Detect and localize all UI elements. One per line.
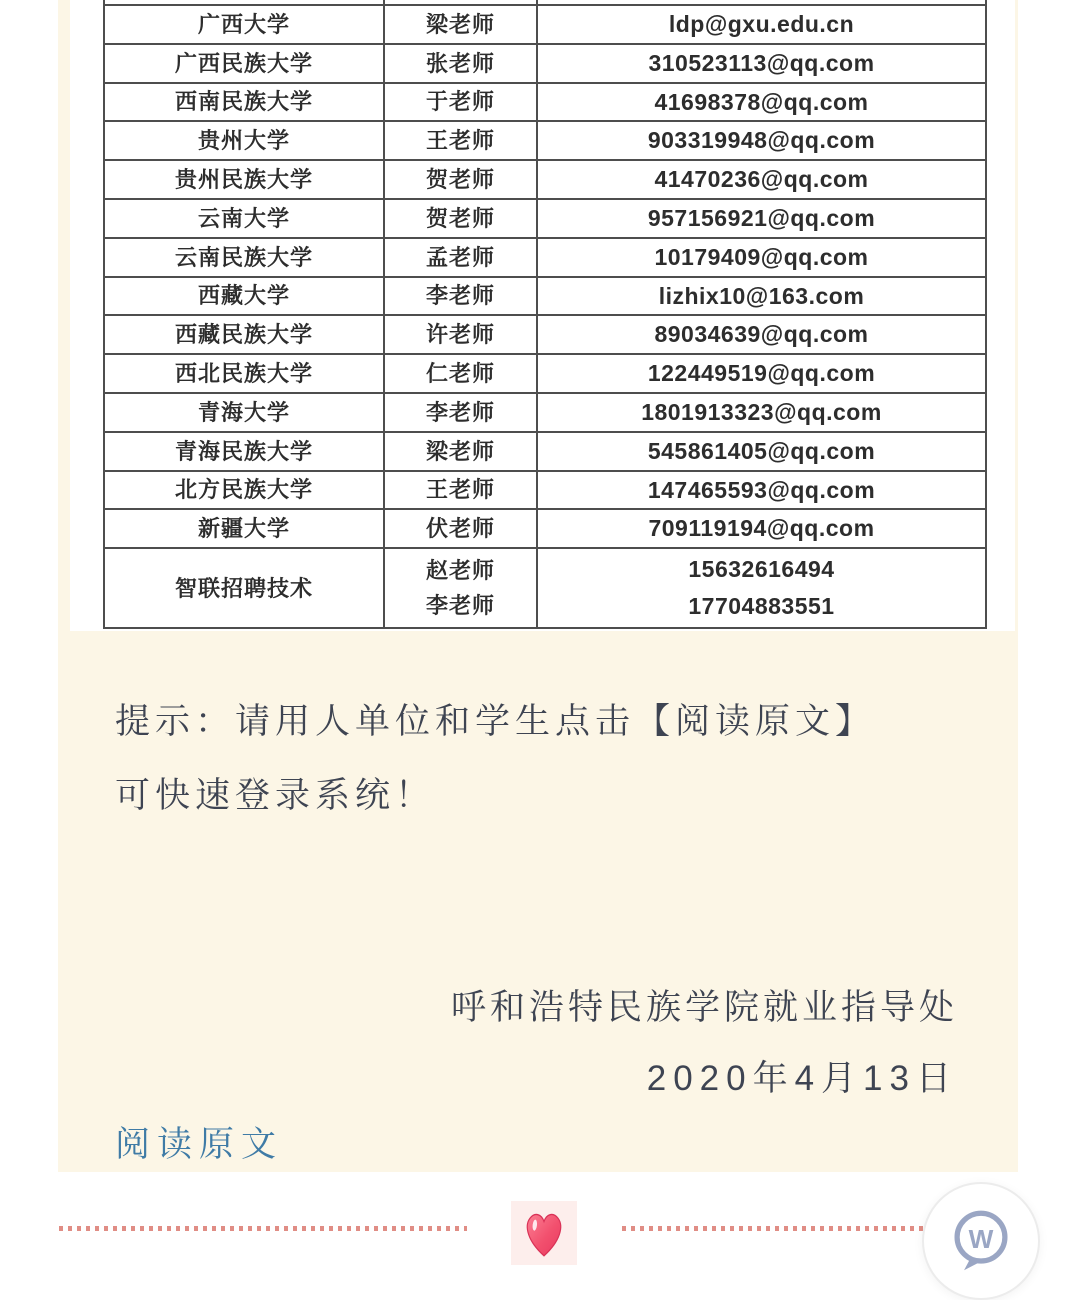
cell-contact: 903319948@qq.com (537, 121, 986, 160)
cell-teacher: 梁老师 (384, 432, 537, 471)
divider-dash-left (59, 1226, 467, 1231)
cell-university: 青海大学 (104, 393, 384, 432)
cell-contact: ldp@gxu.edu.cn (537, 5, 986, 44)
heart-emoji-icon (511, 1201, 577, 1265)
divider-dash-right (622, 1226, 926, 1231)
table-row (104, 471, 986, 510)
cell-teacher: 王老师 (384, 471, 537, 510)
table-row (104, 277, 986, 316)
table-row (104, 393, 986, 432)
cell-teacher: 王老师 (384, 121, 537, 160)
cell-university: 西北民族大学 (104, 354, 384, 393)
cell-teacher: 赵老师 李老师 (384, 548, 537, 628)
cell-teacher: 李老师 (384, 393, 537, 432)
cell-university: 北方民族大学 (104, 471, 384, 510)
cell-university: 云南民族大学 (104, 238, 384, 277)
read-original-link[interactable]: 阅读原文 (115, 1125, 284, 1164)
cell-university: 西藏民族大学 (104, 315, 384, 354)
table-row (104, 83, 986, 122)
table-row (104, 315, 986, 354)
cell-university: 西藏大学 (104, 277, 384, 316)
contact-table-body (104, 0, 986, 628)
table-row (104, 5, 986, 44)
cell-university: 西南民族大学 (104, 83, 384, 122)
cell-university: 青海民族大学 (104, 432, 384, 471)
cell-university: 新疆大学 (104, 509, 384, 548)
cell-contact: lizhix10@163.com (537, 277, 986, 316)
cell-university: 广西民族大学 (104, 44, 384, 83)
svg-text:W: W (968, 1223, 994, 1254)
signature-org: 呼和浩特民族学院就业指导处 (450, 988, 958, 1027)
cell-contact: 89034639@qq.com (537, 315, 986, 354)
cell-teacher: 于老师 (384, 83, 537, 122)
cell-contact: 1801913323@qq.com (537, 393, 986, 432)
contact-table (103, 0, 987, 629)
table-row (104, 199, 986, 238)
cell-contact: 122449519@qq.com (537, 354, 986, 393)
cell-university: 云南大学 (104, 199, 384, 238)
cell-teacher: 许老师 (384, 315, 537, 354)
cell-contact: 41698378@qq.com (537, 83, 986, 122)
cell-university: 智联招聘技术 (104, 548, 384, 628)
table-row (104, 121, 986, 160)
cell-contact: 15632616494 17704883551 (537, 548, 986, 628)
cell-teacher: 李老师 (384, 277, 537, 316)
signature-date: 2020年4月13日 (646, 1059, 958, 1098)
cell-contact: 41470236@qq.com (537, 160, 986, 199)
contact-table-image[interactable] (70, 0, 1015, 631)
table-row (104, 509, 986, 548)
cell-teacher: 梁老师 (384, 5, 537, 44)
cell-teacher: 孟老师 (384, 238, 537, 277)
float-window-button[interactable] (922, 1182, 1040, 1300)
table-row (104, 44, 986, 83)
cell-contact: 147465593@qq.com (537, 471, 986, 510)
table-row (104, 160, 986, 199)
cell-contact: 709119194@qq.com (537, 509, 986, 548)
cell-teacher: 伏老师 (384, 509, 537, 548)
w-bubble-icon (944, 1204, 1018, 1278)
cell-teacher: 仁老师 (384, 354, 537, 393)
cell-contact: 310523113@qq.com (537, 44, 986, 83)
table-row (104, 432, 986, 471)
cell-university: 广西大学 (104, 5, 384, 44)
cell-university: 贵州民族大学 (104, 160, 384, 199)
table-row (104, 238, 986, 277)
cell-teacher: 贺老师 (384, 199, 537, 238)
cell-contact: 957156921@qq.com (537, 199, 986, 238)
notice-text-line1: 提示：请用人单位和学生点击【阅读原文】 (115, 702, 876, 741)
cell-teacher: 贺老师 (384, 160, 537, 199)
table-row (104, 548, 986, 628)
cell-university: 贵州大学 (104, 121, 384, 160)
notice-text-line2: 可快速登录系统！ (115, 776, 436, 815)
cell-teacher: 张老师 (384, 44, 537, 83)
cell-contact: 10179409@qq.com (537, 238, 986, 277)
cell-contact: 545861405@qq.com (537, 432, 986, 471)
table-row (104, 354, 986, 393)
